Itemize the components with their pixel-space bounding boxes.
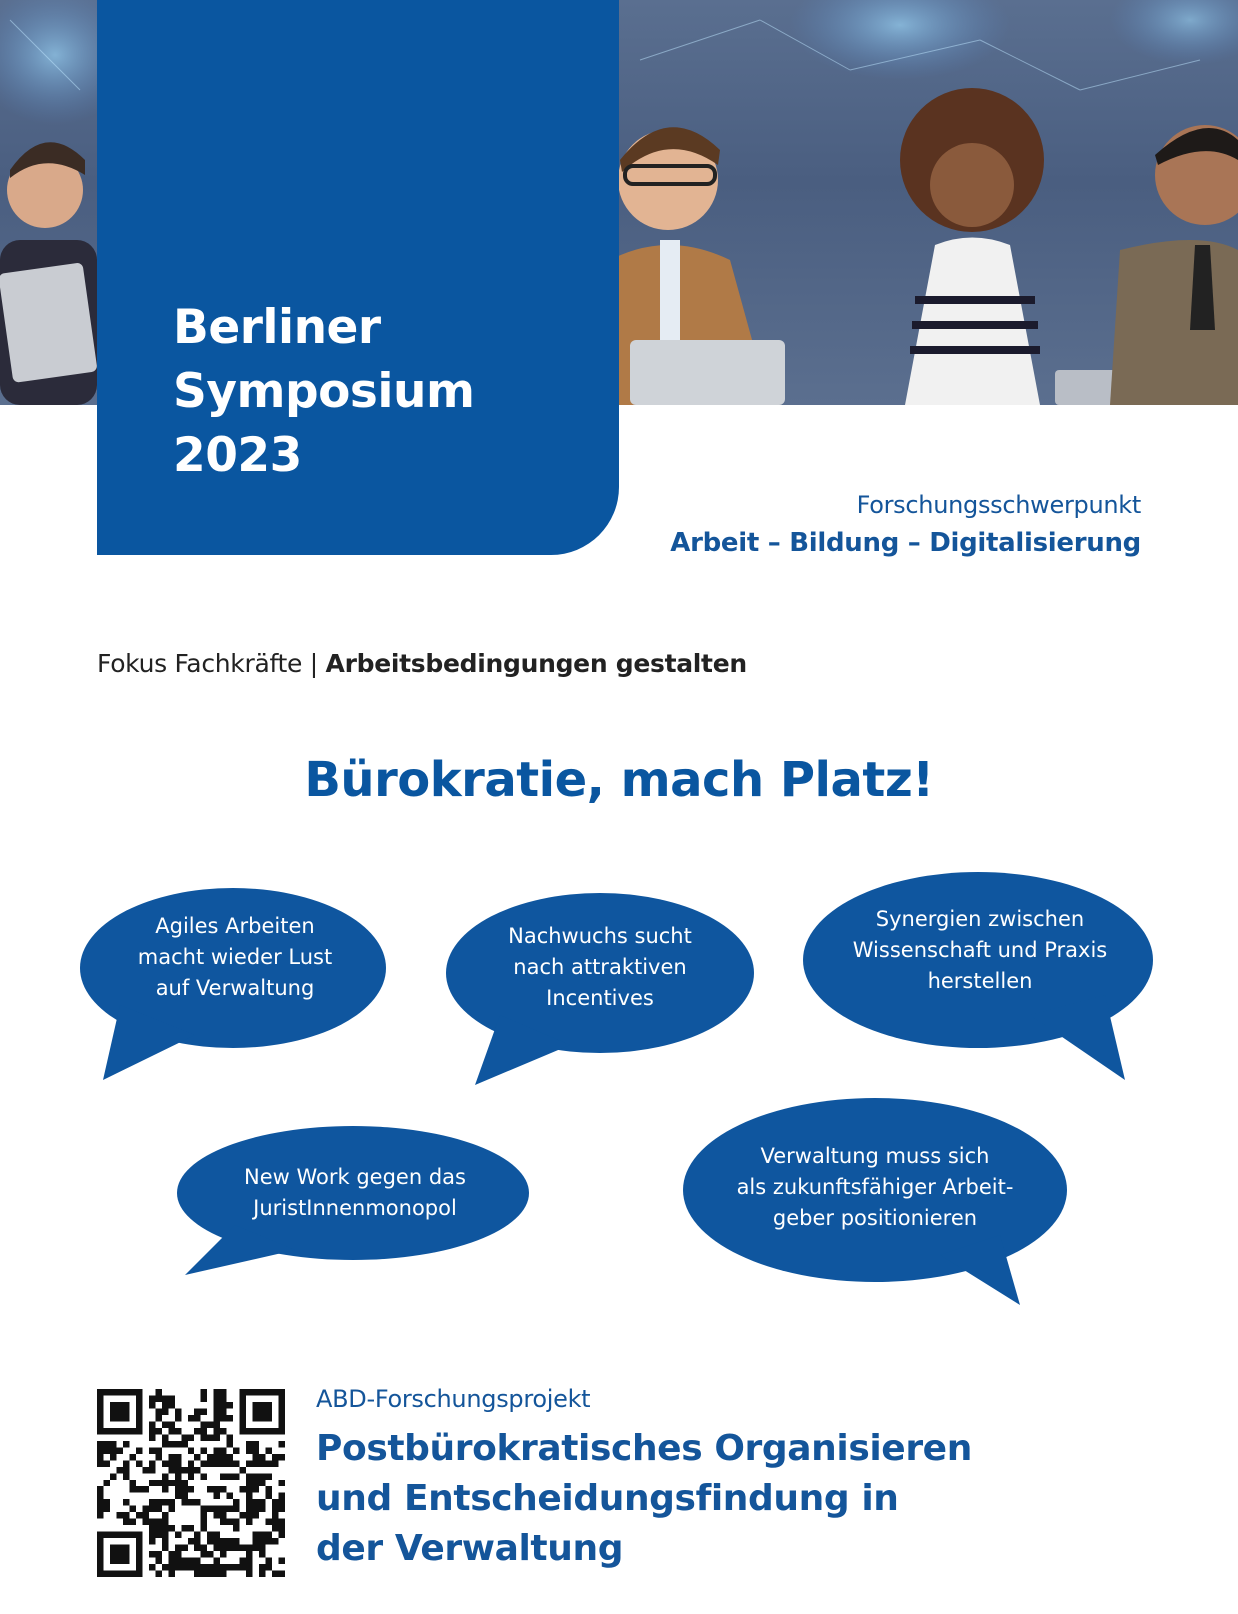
qr-code-graphic bbox=[97, 1389, 285, 1577]
bubble-1-line-2: macht wieder Lust bbox=[137, 945, 333, 969]
speech-bubble-2 bbox=[440, 875, 760, 1075]
project-title-line-2: und Entscheidungsfindung in bbox=[316, 1478, 899, 1519]
speech-bubble-text-1 bbox=[75, 865, 395, 1065]
bubble-5-line-3: geber positionieren bbox=[772, 1206, 978, 1230]
speech-bubble-text-2 bbox=[440, 875, 760, 1075]
speech-bubble-4 bbox=[175, 1125, 535, 1275]
project-title bbox=[316, 1424, 1016, 1574]
bubble-2-line-1: Nachwuchs sucht bbox=[508, 924, 692, 948]
speech-bubble-text-3 bbox=[800, 855, 1160, 1065]
speech-bubble-text-4 bbox=[175, 1125, 535, 1261]
bubble-2-line-3: Incentives bbox=[546, 986, 654, 1010]
project-title-line-3: der Verwaltung bbox=[316, 1528, 624, 1569]
research-focus bbox=[670, 488, 1141, 564]
person-left bbox=[0, 142, 98, 405]
bubble-3-line-3: herstellen bbox=[927, 968, 1033, 993]
tagline bbox=[97, 649, 747, 678]
focus-label: Forschungsschwerpunkt bbox=[856, 491, 1141, 519]
bubble-1-line-1: Agiles Arbeiten bbox=[155, 914, 315, 938]
bubble-3-line-2: Wissenschaft und Praxis bbox=[852, 937, 1108, 962]
speech-bubble-1 bbox=[75, 865, 395, 1065]
bubble-2-line-2: nach attraktiven bbox=[513, 955, 687, 979]
headline: Bürokratie, mach Platz! bbox=[304, 752, 934, 808]
qr-code-icon[interactable] bbox=[97, 1389, 285, 1577]
bubble-1-line-3: auf Verwaltung bbox=[155, 976, 315, 1000]
project-label: ABD-Forschungsprojekt bbox=[316, 1385, 591, 1413]
speech-bubble-text-5 bbox=[680, 1095, 1070, 1290]
bubble-5-line-2: als zukunftsfähiger Arbeit- bbox=[736, 1175, 1014, 1199]
bubble-4-line-2: JuristInnenmonopol bbox=[253, 1196, 457, 1220]
title-line-2: Symposium bbox=[173, 364, 475, 419]
speech-bubble-3 bbox=[800, 855, 1160, 1075]
person-middle-left bbox=[600, 127, 785, 405]
focus-topics: Arbeit – Bildung – Digitalisierung bbox=[670, 528, 1141, 558]
tagline-light: Fokus Fachkräfte | bbox=[97, 649, 326, 678]
speech-bubble-5 bbox=[680, 1095, 1070, 1310]
bubble-5-line-1: Verwaltung muss sich bbox=[760, 1144, 990, 1168]
bubble-4-line-1: New Work gegen das bbox=[244, 1165, 466, 1189]
bubble-3-line-1: Synergien zwischen bbox=[875, 906, 1085, 931]
tagline-bold: Arbeitsbedingungen gestalten bbox=[325, 649, 747, 678]
project-title-line-1: Postbürokratisches Organisieren bbox=[316, 1428, 972, 1469]
person-right bbox=[1110, 125, 1238, 405]
title-line-3: 2023 bbox=[173, 428, 302, 483]
symposium-title-block bbox=[97, 0, 619, 555]
title-line-1: Berliner bbox=[173, 300, 381, 355]
